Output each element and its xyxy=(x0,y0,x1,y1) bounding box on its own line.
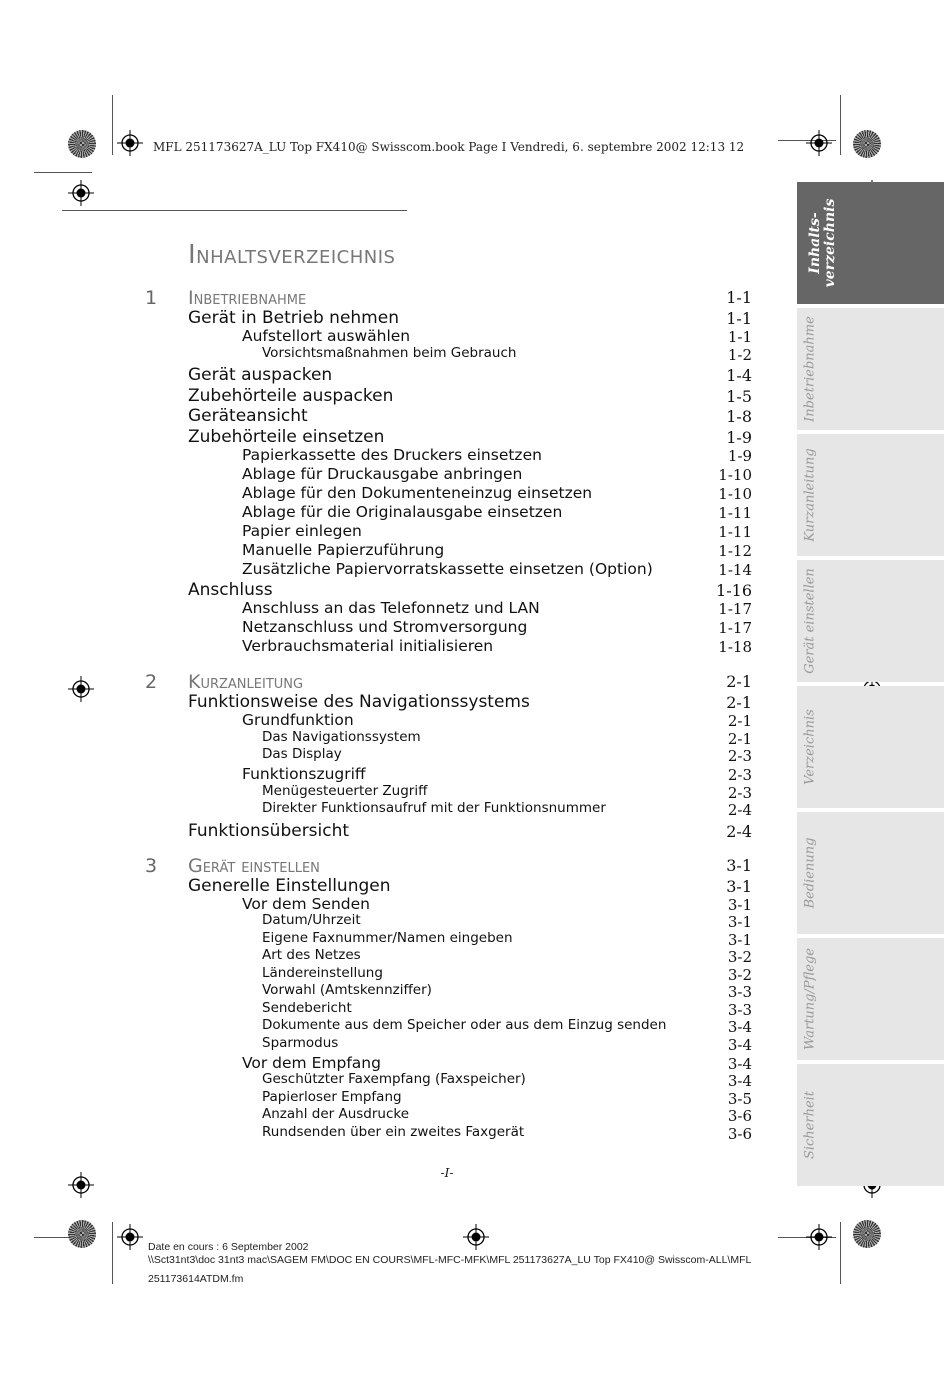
footer-path: \\Sct31nt3\doc 31nt3 mac\SAGEM FM\DOC EN COURS\MFL-MFC-MFK\MFL 251173627A_LU Top FX410@ Swisscom-ALL\MFL xyxy=(148,1254,752,1266)
toc-page-number: 2-4 xyxy=(727,801,752,819)
toc-entry-title: Funktionsweise des Navigationssystems xyxy=(188,692,530,712)
toc-entry-title: Direkter Funktionsaufruf mit der Funktionsnummer xyxy=(262,800,606,816)
toc-entry-title: Geräteansicht xyxy=(188,406,308,426)
toc-entry-title: Ablage für die Originalausgabe einsetzen xyxy=(242,502,563,521)
registration-mark-icon xyxy=(806,130,832,156)
side-tab-label: Inhalts- verzeichnis xyxy=(807,198,838,288)
toc-page-number: 3-6 xyxy=(727,1124,752,1143)
toc-entry-title: Dokumente aus dem Speicher oder aus dem Einzug senden xyxy=(262,1017,667,1033)
toc-page-number: 1-5 xyxy=(726,386,752,406)
print-dial-icon xyxy=(68,1220,96,1248)
crop-line xyxy=(112,1222,113,1284)
toc-chapter-number: 2 xyxy=(145,671,158,693)
toc-page-number: 3-1 xyxy=(727,895,752,914)
toc-entry-title: Menügesteuerter Zugriff xyxy=(262,782,428,799)
toc-page-number: 1-9 xyxy=(727,446,752,465)
toc-entry-title: Zubehörteile einsetzen xyxy=(188,426,385,447)
toc-entry-title: Kurzanleitung xyxy=(188,671,304,693)
side-tab[interactable] xyxy=(797,812,944,934)
toc-entry-title: Sendebericht xyxy=(262,999,352,1016)
crop-line xyxy=(840,1222,841,1284)
toc-entry-title: Ländereinstellung xyxy=(262,964,383,981)
toc-entry-title: Funktionszugriff xyxy=(242,765,366,783)
toc-entry-title: Anschluss xyxy=(188,580,273,600)
crop-line xyxy=(34,172,92,173)
toc-page-number: 1-8 xyxy=(726,407,752,426)
toc-page-number: 2-1 xyxy=(726,693,752,712)
print-dial-icon xyxy=(68,130,96,158)
side-tab[interactable] xyxy=(797,938,944,1060)
toc-entry-title: Funktionsübersicht xyxy=(188,820,350,841)
toc-entry-title: Netzanschluss und Stromversorgung xyxy=(242,618,528,636)
side-tab-label: Inbetriebnahme xyxy=(802,316,818,422)
registration-mark-icon xyxy=(117,1224,143,1250)
toc-page-number: 3-4 xyxy=(727,1018,752,1036)
toc-chapter-number: 3 xyxy=(145,854,158,877)
toc-entry-title: Verbrauchsmaterial initialisieren xyxy=(242,637,494,655)
toc-entry-title: Art des Netzes xyxy=(262,947,361,963)
toc-chapter-number: 1 xyxy=(145,287,158,309)
toc-entry-title: Vorsichtsmaßnahmen beim Gebrauch xyxy=(262,344,517,361)
toc-page-number: 3-3 xyxy=(727,1000,752,1019)
side-tab-label: Verzeichnis xyxy=(802,709,818,785)
toc-entry-title: Inbetriebnahme xyxy=(188,287,307,309)
toc-entry-title: Gerät in Betrieb nehmen xyxy=(188,308,399,328)
toc-page-number: 3-1 xyxy=(727,930,752,949)
toc-entry-title: Das Navigationssystem xyxy=(262,728,421,745)
toc-entry-title: Geschützter Faxempfang (Faxspeicher) xyxy=(262,1071,526,1087)
toc-entry-title: Aufstellort auswählen xyxy=(242,327,411,345)
toc-page-number: 1-2 xyxy=(727,345,752,364)
toc-entry-title: Gerät auspacken xyxy=(188,365,333,385)
toc-page-number: 2-1 xyxy=(726,672,752,691)
toc-page-number: 2-3 xyxy=(727,766,752,784)
toc-page-number: 3-1 xyxy=(727,913,752,931)
toc-page-number: 3-1 xyxy=(726,855,752,875)
toc-page-number: 3-2 xyxy=(727,948,752,966)
footer-filename: 251173614ATDM.fm xyxy=(148,1273,244,1285)
toc-page-number: 2-1 xyxy=(727,729,752,748)
toc-entry-title: Rundsenden über ein zweites Faxgerät xyxy=(262,1123,525,1140)
toc-page-number: 1-17 xyxy=(718,600,752,618)
registration-mark-icon xyxy=(68,676,94,702)
toc-entry-title: Anzahl der Ausdrucke xyxy=(262,1106,410,1122)
page-title: Inhaltsverzeichnis xyxy=(188,240,396,270)
toc-page-number: 1-11 xyxy=(718,522,752,541)
crop-line xyxy=(112,95,113,155)
side-tab[interactable] xyxy=(797,182,944,304)
registration-mark-icon xyxy=(117,130,143,156)
toc-entry-title: Zubehörteile auspacken xyxy=(188,385,394,406)
toc-page-number: 1-11 xyxy=(718,503,752,522)
toc-entry-title: Vor dem Empfang xyxy=(242,1053,381,1072)
toc-page-number: 2-4 xyxy=(726,821,752,841)
toc-entry-title: Vor dem Senden xyxy=(242,894,370,913)
toc-entry-title: Vorwahl (Amtskennziffer) xyxy=(262,982,432,998)
toc-entry-title: Anschluss an das Telefonnetz und LAN xyxy=(242,599,540,617)
crop-line xyxy=(62,210,407,211)
side-tab[interactable] xyxy=(797,686,944,808)
toc-page-number: 1-10 xyxy=(718,465,752,484)
side-tab-label: Kurzanleitung xyxy=(802,448,818,542)
toc-entry-title: Zusätzliche Papiervorratskassette einsetzen (Option) xyxy=(242,559,653,578)
toc-entry-title: Gerät einstellen xyxy=(188,854,320,877)
toc-entry-title: Sparmodus xyxy=(262,1034,339,1051)
side-tab-label: Gerät einstellen xyxy=(802,568,818,674)
toc-entry-title: Ablage für den Dokumenteneinzug einsetzen xyxy=(242,483,593,502)
toc-page-number: 1-17 xyxy=(718,619,752,637)
toc-entry-title: Das Display xyxy=(262,746,342,762)
print-dial-icon xyxy=(853,130,881,158)
toc-page-number: 1-1 xyxy=(726,288,752,307)
toc-entry-title: Papier einlegen xyxy=(242,521,362,540)
toc-entry-title: Datum/Uhrzeit xyxy=(262,912,361,928)
footer-date: Date en cours : 6 September 2002 xyxy=(148,1241,309,1253)
toc-page-number: 1-16 xyxy=(716,581,752,600)
toc-page-number: 3-4 xyxy=(727,1072,752,1090)
side-tab[interactable] xyxy=(797,308,944,430)
toc-entry-title: Papierkassette des Druckers einsetzen xyxy=(242,445,542,464)
toc-page-number: 3-5 xyxy=(727,1089,752,1108)
toc-page-number: 3-4 xyxy=(727,1054,752,1073)
toc-page-number: 1-1 xyxy=(726,309,752,328)
side-tab[interactable] xyxy=(797,434,944,556)
toc-entry-title: Eigene Faxnummer/Namen eingeben xyxy=(262,929,513,946)
toc-page-number: 1-9 xyxy=(726,427,752,447)
toc-page-number: 1-18 xyxy=(718,638,752,656)
side-tab[interactable] xyxy=(797,560,944,682)
toc-page-number: 3-3 xyxy=(727,983,752,1001)
toc-page-number: 1-10 xyxy=(718,484,752,503)
toc-page-number: 1-14 xyxy=(718,560,752,579)
toc-entry-title: Grundfunktion xyxy=(242,711,354,729)
toc-page-number: 3-6 xyxy=(727,1107,752,1125)
toc-page-number: 3-1 xyxy=(726,876,752,896)
toc-page-number: 1-12 xyxy=(718,541,752,560)
crop-line xyxy=(840,95,841,155)
toc-page-number: 1-1 xyxy=(727,328,752,346)
side-tab-label: Bedienung xyxy=(802,837,818,909)
book-header-line: MFL 251173627A_LU Top FX410@ Swisscom.book Page I Vendredi, 6. septembre 2002 12:13 12 xyxy=(153,140,745,154)
toc-entry-title: Manuelle Papierzuführung xyxy=(242,540,445,559)
registration-mark-icon xyxy=(68,180,94,206)
toc-entry-title: Ablage für Druckausgabe anbringen xyxy=(242,464,523,483)
registration-mark-icon xyxy=(806,1224,832,1250)
toc-page-number: 2-3 xyxy=(727,747,752,765)
toc-page-number: 1-4 xyxy=(726,366,752,385)
toc-page-number: 2-3 xyxy=(727,783,752,802)
toc-entry-title: Generelle Einstellungen xyxy=(188,875,391,896)
page-number: -I- xyxy=(440,1166,454,1180)
side-tab-label: Sicherheit xyxy=(802,1090,818,1160)
toc-page-number: 3-2 xyxy=(727,965,752,984)
toc-entry-title: Papierloser Empfang xyxy=(262,1088,402,1105)
print-dial-icon xyxy=(853,1220,881,1248)
toc-page-number: 3-4 xyxy=(727,1035,752,1054)
side-tab-label: Wartung/Pflege xyxy=(802,948,818,1050)
toc-page-number: 2-1 xyxy=(727,712,752,730)
registration-mark-icon xyxy=(463,1224,489,1250)
